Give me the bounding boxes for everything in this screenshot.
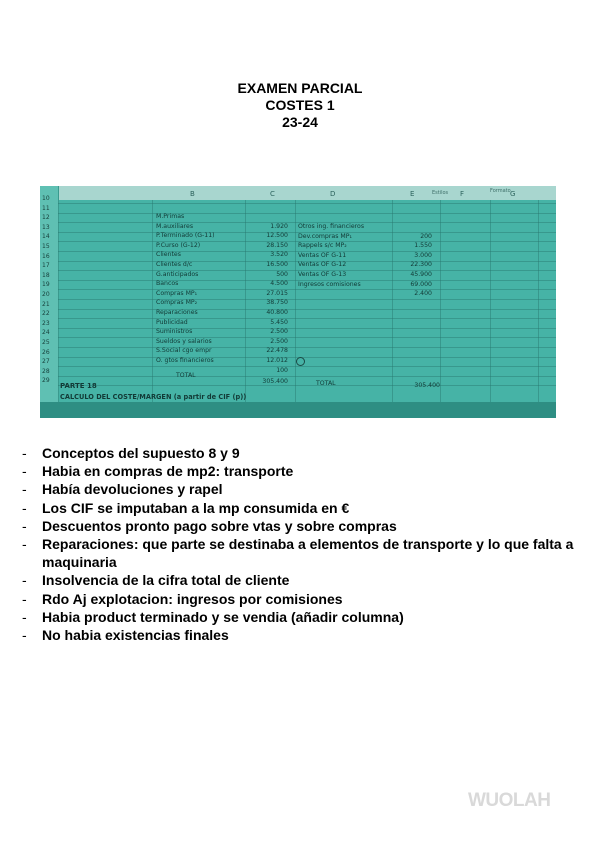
left-row-label: P.Terminado (G-11) bbox=[156, 232, 215, 240]
note-item bbox=[22, 626, 594, 644]
bullet-dash: - bbox=[22, 572, 27, 589]
grid-line bbox=[58, 299, 556, 300]
grid-line bbox=[58, 309, 556, 310]
bullet-dash: - bbox=[22, 536, 27, 553]
left-row-value: 22.478 bbox=[266, 347, 288, 355]
row-number: 21 bbox=[42, 300, 50, 308]
left-row-label: Clientes d/c bbox=[156, 261, 193, 268]
note-text: Conceptos del supuesto 8 y 9 bbox=[42, 445, 240, 461]
right-row-label: Rappels s/c MP₂ bbox=[298, 242, 347, 250]
note-text: Los CIF se imputaban a la mp consumida en € bbox=[42, 499, 350, 516]
left-row-value: 2.500 bbox=[270, 328, 288, 336]
grid-line bbox=[58, 318, 556, 319]
row-number: 15 bbox=[42, 243, 50, 250]
bullet-dash: - bbox=[22, 445, 27, 461]
total-label-left: TOTAL bbox=[176, 372, 196, 380]
row-number: 29 bbox=[42, 377, 50, 385]
right-row-label: Ingresos comisiones bbox=[298, 280, 361, 288]
left-row-value: 500 bbox=[276, 270, 288, 278]
left-row-value: 40.800 bbox=[266, 309, 288, 316]
note-item bbox=[22, 535, 594, 571]
left-row-label: Reparaciones bbox=[156, 309, 198, 316]
grid-line bbox=[58, 366, 556, 367]
grid-line bbox=[58, 385, 556, 386]
note-text: No habia existencias finales bbox=[42, 627, 229, 644]
toolbar-styles-text: Estilos bbox=[432, 190, 449, 196]
right-row-label: Dev.compras MP₁ bbox=[298, 232, 352, 240]
row-number: 27 bbox=[42, 358, 50, 366]
right-row-label: Otros ing. financieros bbox=[298, 223, 365, 230]
note-item bbox=[22, 480, 594, 498]
note-text: Insolvencia de la cifra total de cliente bbox=[42, 572, 290, 589]
row-number: 28 bbox=[42, 367, 50, 375]
row-number: 20 bbox=[42, 291, 50, 298]
column-header: B bbox=[190, 190, 195, 198]
photo-bottom-shadow bbox=[40, 402, 556, 418]
note-item bbox=[22, 517, 594, 535]
row-number: 19 bbox=[42, 281, 50, 289]
section-label: PARTE 18 bbox=[60, 382, 97, 391]
left-row-label: Sueldos y salarios bbox=[156, 337, 212, 345]
row-number: 11 bbox=[42, 204, 50, 212]
note-text: Descuentos pronto pago sobre vtas y sobre compras bbox=[42, 517, 397, 534]
note-item bbox=[22, 444, 594, 462]
row-number: 10 bbox=[42, 195, 50, 202]
row-number: 22 bbox=[42, 310, 50, 318]
notes-list bbox=[22, 444, 594, 644]
note-text: Reparaciones: que parte se destinaba a elementos de transporte y lo que falta a maquinaria bbox=[42, 536, 574, 571]
grid-line bbox=[58, 203, 556, 204]
grid-line bbox=[58, 347, 556, 348]
left-row-label: Compras MP₁ bbox=[156, 289, 198, 297]
right-row-value: 69.000 bbox=[410, 280, 432, 288]
left-row-label: Bancos bbox=[156, 280, 179, 288]
right-row-value: 22.300 bbox=[410, 261, 432, 269]
left-row-value: 28.150 bbox=[266, 241, 288, 249]
bullet-dash: - bbox=[22, 590, 27, 607]
grid-line bbox=[58, 289, 556, 290]
left-row-label: Publicidad bbox=[156, 318, 188, 326]
refresh-icon bbox=[296, 357, 305, 366]
bullet-dash: - bbox=[22, 463, 27, 480]
left-row-value: 1.920 bbox=[270, 222, 288, 230]
grid-column-line bbox=[392, 200, 393, 410]
spreadsheet-photo bbox=[40, 186, 556, 418]
right-row-value: 3.000 bbox=[414, 251, 432, 259]
bullet-dash: - bbox=[22, 627, 27, 644]
subject-title: COSTES 1 bbox=[265, 97, 335, 113]
note-text: Habia product terminado y se vendia (añadir columna) bbox=[42, 608, 404, 625]
note-text: Rdo Aj explotacion: ingresos por comisiones bbox=[42, 590, 343, 607]
column-header: C bbox=[270, 190, 275, 198]
column-header: G bbox=[510, 190, 516, 198]
row-number: 13 bbox=[42, 223, 50, 231]
grid-column-line bbox=[295, 200, 296, 410]
row-number: 23 bbox=[42, 319, 50, 327]
right-row-value: 1.550 bbox=[414, 242, 432, 250]
note-item bbox=[22, 571, 594, 589]
grid-line bbox=[58, 337, 556, 338]
total-label-right: TOTAL bbox=[316, 380, 336, 388]
left-row-label: Suministros bbox=[156, 328, 193, 336]
row-number-gutter bbox=[40, 186, 59, 418]
exam-title: EXAMEN PARCIAL bbox=[237, 80, 363, 96]
row-number: 24 bbox=[42, 329, 50, 337]
photo-toolbar-strip bbox=[40, 186, 556, 200]
right-row-value: 45.900 bbox=[410, 271, 432, 278]
bullet-dash: - bbox=[22, 608, 27, 625]
toolbar-format-text: Formato bbox=[490, 188, 511, 194]
grid-column-line bbox=[245, 200, 246, 410]
section-subtitle: CALCULO DEL COSTE/MARGEN (a partir de CIF (p)) bbox=[60, 393, 247, 402]
right-row-label: Ventas OF G-13 bbox=[298, 271, 347, 278]
left-row-value: 38.750 bbox=[266, 299, 288, 307]
grid-line bbox=[58, 328, 556, 329]
grid-column-line bbox=[440, 200, 441, 410]
left-row-label: S.Social cgo empr bbox=[156, 347, 212, 355]
left-row-value: 16.500 bbox=[266, 261, 288, 268]
note-text: Habia en compras de mp2: transporte bbox=[42, 463, 294, 480]
note-item bbox=[22, 590, 594, 608]
row-number: 26 bbox=[42, 348, 50, 356]
grid-column-line bbox=[538, 200, 539, 410]
bullet-dash: - bbox=[22, 499, 27, 516]
left-row-value: 27.015 bbox=[266, 289, 288, 297]
row-number: 14 bbox=[42, 233, 50, 241]
right-row-value: 2.400 bbox=[414, 290, 432, 298]
left-row-label: Compras MP₂ bbox=[156, 299, 198, 307]
note-item bbox=[22, 608, 594, 626]
total-value-right: 305.400 bbox=[414, 382, 440, 390]
left-row-label: Clientes bbox=[156, 251, 181, 259]
course-year: 23-24 bbox=[282, 114, 318, 130]
left-row-value: 2.500 bbox=[270, 337, 288, 345]
column-header: D bbox=[330, 190, 336, 198]
grid-line bbox=[58, 376, 556, 377]
left-row-value: 3.520 bbox=[270, 251, 288, 259]
grid-column-line bbox=[152, 200, 153, 410]
left-row-value: 100 bbox=[276, 366, 288, 374]
row-number: 17 bbox=[42, 262, 50, 270]
right-row-value: 200 bbox=[420, 232, 432, 240]
left-row-label: P.Curso (G-12) bbox=[156, 241, 201, 249]
right-row-label: Ventas OF G-12 bbox=[298, 261, 347, 269]
row-number: 25 bbox=[42, 339, 50, 346]
left-row-label: G.anticipados bbox=[156, 270, 199, 278]
grid-line bbox=[58, 357, 556, 358]
column-header: E bbox=[410, 190, 415, 198]
bullet-dash: - bbox=[22, 517, 27, 534]
grid-column-line bbox=[490, 200, 491, 410]
watermark-logo: WUOLAH bbox=[468, 790, 551, 811]
left-row-label: M.auxiliares bbox=[156, 222, 194, 230]
note-item bbox=[22, 499, 594, 517]
left-row-value: 12.500 bbox=[266, 232, 288, 240]
row-number: 16 bbox=[42, 252, 50, 260]
total-value-left: 305.400 bbox=[262, 378, 288, 386]
left-row-value: 12.012 bbox=[266, 357, 288, 364]
row-number: 18 bbox=[42, 271, 50, 279]
note-item bbox=[22, 462, 594, 480]
grid-line bbox=[58, 213, 556, 214]
right-row-label: Ventas OF G-11 bbox=[298, 251, 347, 259]
row-number: 12 bbox=[42, 214, 50, 222]
document-header bbox=[0, 80, 600, 131]
note-text: Había devoluciones y rapel bbox=[42, 481, 223, 498]
column-header: F bbox=[460, 190, 465, 198]
left-row-label: M.Primas bbox=[156, 213, 185, 220]
left-row-value: 4.500 bbox=[270, 280, 288, 288]
left-row-label: O. gtos financieros bbox=[156, 357, 214, 364]
left-row-value: 5.450 bbox=[270, 318, 288, 326]
bullet-dash: - bbox=[22, 481, 27, 498]
